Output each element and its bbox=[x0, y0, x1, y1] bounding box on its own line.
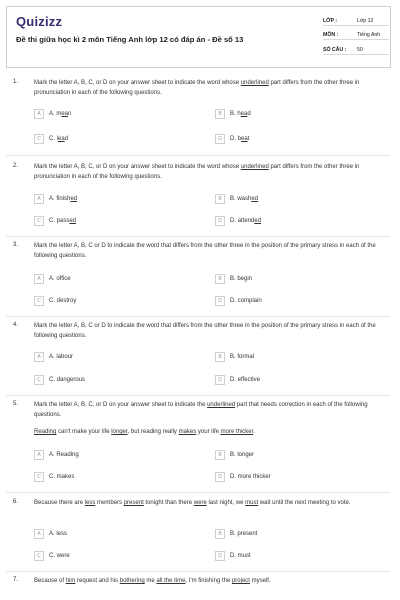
option-letter-box: D bbox=[215, 375, 225, 385]
option-a[interactable]: A A. office bbox=[34, 274, 71, 284]
option-letter-box: D bbox=[215, 134, 225, 144]
option-letter-box: B bbox=[215, 352, 225, 362]
worksheet-title: Đề thi giữa học kì 2 môn Tiếng Anh lớp 12 có đáp án - Đề số 13 bbox=[16, 35, 244, 44]
option-letter-box: A bbox=[34, 352, 44, 362]
question-number: 3. bbox=[13, 242, 19, 248]
option-letter-box: A bbox=[34, 109, 44, 119]
worksheet-header bbox=[6, 6, 391, 68]
question-number: 2. bbox=[13, 163, 19, 169]
option-letter-box: C bbox=[34, 375, 44, 385]
option-b[interactable]: B B. formal bbox=[215, 352, 254, 362]
option-letter-box: D bbox=[215, 216, 225, 226]
option-b[interactable]: B B. h ea d bbox=[215, 109, 251, 119]
option-c[interactable]: C C. pass ed bbox=[34, 216, 76, 226]
question-text: Because there are less members present tonight than there were last night, we must wait until the next meeting to vote. bbox=[34, 500, 351, 506]
question-number: 1. bbox=[13, 79, 19, 85]
option-letter-box: D bbox=[215, 472, 225, 482]
option-d[interactable]: D D. attend ed bbox=[215, 216, 261, 226]
option-b[interactable]: B B. longer bbox=[215, 450, 254, 460]
divider bbox=[6, 316, 390, 317]
option-c[interactable]: C C. makes bbox=[34, 472, 74, 482]
meta-label: LỚP : bbox=[323, 18, 338, 24]
option-letter-box: B bbox=[215, 450, 225, 460]
meta-label: SỐ CÂU : bbox=[323, 47, 347, 53]
question-text: Mark the letter A, B, C or D to indicate the word that differs from the other three in the position of the primary stress in each of the following questions. bbox=[34, 243, 376, 259]
option-letter-box: B bbox=[215, 109, 225, 119]
question-text: Mark the letter A, B, C, or D on your answer sheet to indicate the word whose underlined part differs from the other three in pronunciation in each of the following questions. bbox=[34, 80, 360, 96]
option-letter-box: C bbox=[34, 216, 44, 226]
option-b[interactable]: B B. wash ed bbox=[215, 194, 258, 204]
option-letter-box: B bbox=[215, 529, 225, 539]
option-letter-box: D bbox=[215, 551, 225, 561]
meta-class bbox=[323, 18, 373, 24]
quizizz-logo: Quizizz bbox=[16, 14, 63, 29]
option-b[interactable]: B B. begin bbox=[215, 274, 252, 284]
question-text: Because of him request and his bothering me all the time, I'm finishing the project myself. bbox=[34, 578, 271, 584]
option-letter-box: A bbox=[34, 450, 44, 460]
question-number: 6. bbox=[13, 499, 19, 505]
option-letter-box: A bbox=[34, 274, 44, 284]
divider bbox=[6, 395, 390, 396]
meta-value: Lớp 12 bbox=[357, 18, 374, 24]
option-d[interactable]: D D. more thicker bbox=[215, 472, 271, 482]
option-letter-box: D bbox=[215, 296, 225, 306]
option-a[interactable]: A A. finish ed bbox=[34, 194, 77, 204]
option-a[interactable]: A A. labour bbox=[34, 352, 73, 362]
option-d[interactable]: D D. effective bbox=[215, 375, 260, 385]
meta-subject bbox=[323, 32, 380, 38]
question-text: Mark the letter A, B, C, or D on your answer sheet to indicate the underlined part that needs correction in each of the following questions. bbox=[34, 402, 368, 418]
divider bbox=[6, 492, 390, 493]
option-b[interactable]: B B. present bbox=[215, 529, 257, 539]
meta-label: MÔN : bbox=[323, 32, 339, 38]
option-a[interactable]: A A. m ea n bbox=[34, 109, 71, 119]
option-letter-box: A bbox=[34, 529, 44, 539]
option-letter-box: B bbox=[215, 194, 225, 204]
option-c[interactable]: C C. dangerous bbox=[34, 375, 85, 385]
option-d[interactable]: D D. complain bbox=[215, 296, 262, 306]
option-d[interactable]: D D. b ea t bbox=[215, 134, 249, 144]
option-letter-box: A bbox=[34, 194, 44, 204]
question-text: Mark the letter A, B, C, or D on your answer sheet to indicate the word whose underlined part differs from the other three in pronunciation in each of the following questions. bbox=[34, 164, 360, 180]
question-number: 5. bbox=[13, 401, 19, 407]
option-letter-box: C bbox=[34, 551, 44, 561]
option-letter-box: C bbox=[34, 296, 44, 306]
meta-value: 50 bbox=[357, 47, 363, 53]
divider bbox=[6, 236, 390, 237]
question-text: Mark the letter A, B, C or D to indicate the word that differs from the other three in the position of the primary stress in each of the following questions. bbox=[34, 323, 376, 339]
meta-value: Tiếng Anh bbox=[357, 32, 381, 38]
option-d[interactable]: D D. must bbox=[215, 551, 251, 561]
option-letter-box: C bbox=[34, 134, 44, 144]
option-a[interactable]: A A. less bbox=[34, 529, 67, 539]
meta-count bbox=[323, 47, 363, 53]
question-number: 4. bbox=[13, 322, 19, 328]
option-c[interactable]: C C. l ea d bbox=[34, 134, 68, 144]
option-letter-box: C bbox=[34, 472, 44, 482]
option-a[interactable]: A A. Reading bbox=[34, 450, 79, 460]
question-sentence: Reading can't make your life longer, but reading really makes your life more thicker. bbox=[34, 429, 255, 435]
divider bbox=[6, 571, 390, 572]
option-c[interactable]: C C. destroy bbox=[34, 296, 76, 306]
question-number: 7. bbox=[13, 577, 19, 583]
option-letter-box: B bbox=[215, 274, 225, 284]
option-c[interactable]: C C. were bbox=[34, 551, 70, 561]
divider bbox=[6, 155, 390, 156]
